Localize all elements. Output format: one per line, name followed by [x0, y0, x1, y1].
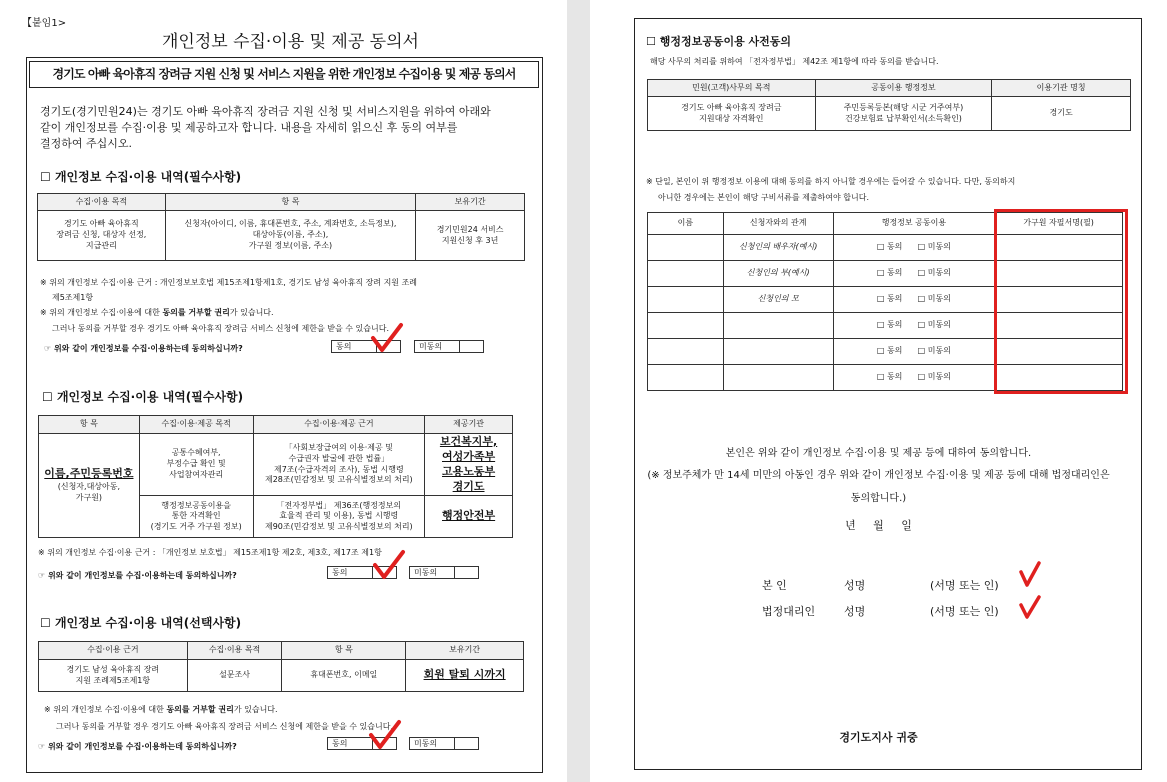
- agree-checkbox[interactable]: 동의: [327, 566, 397, 579]
- shared-info-table: [647, 79, 1131, 131]
- table-cell: 경기도 아빠 육아휴직 장려금 신청, 대상자 선정, 지급관리: [38, 211, 166, 261]
- table-header: 수집·이용 목적: [187, 642, 282, 660]
- intro-line: 결정하여 주십시오.: [40, 137, 133, 150]
- consent-statement: 본인은 위와 같이 개인정보 수집·이용 및 제공 등에 대하여 동의합니다.: [725, 448, 1032, 459]
- table-cell: 경기민원24 서비스 지원신청 후 3년: [416, 211, 525, 261]
- legal-basis-note: 제5조제1항: [52, 293, 94, 302]
- red-check-mark: [372, 549, 406, 581]
- disagree-checkbox[interactable]: 미동의: [409, 737, 479, 750]
- signature-column-highlight: [994, 209, 1128, 394]
- name-cell[interactable]: [648, 235, 724, 261]
- relation-cell[interactable]: [723, 313, 833, 339]
- legal-rep-label: 법정대리인: [762, 605, 816, 618]
- name-label: 성명: [844, 605, 866, 618]
- table-cell: 주민등록등본(해당 시군 거주여부) 건강보험료 납부확인서(소득확인): [815, 97, 992, 131]
- table-header: 공동이용 행정정보: [815, 80, 992, 97]
- name-cell[interactable]: [648, 287, 724, 313]
- table-cell: 휴대폰번호, 이메일: [282, 660, 406, 692]
- table-cell: 「사회보장급여의 이용·제공 및 수급권자 발굴에 관한 법률」 제7조(수급자격의 조사), 동법 시행령 제28조(민감정보 및 고유식별정보의 처리): [253, 434, 425, 496]
- table-cell: 「전자정부법」 제36조(행정정보의 효율적 관리 및 이용), 동법 시행령 제90조(민감정보 및 고유식별정보의 처리): [253, 496, 425, 538]
- refusal-right-note: ※ 위의 개인정보 수집·이용에 대한 동의를 거부할 권리가 있습니다.: [40, 308, 274, 317]
- section2-table: [38, 415, 513, 538]
- consent-question: ☞ 위와 같이 개인정보를 수집·이용하는데 동의하십니까?: [44, 344, 243, 353]
- refusal-right-note: ※ 위의 개인정보 수집·이용에 대한 동의를 거부할 권리가 있습니다.: [44, 705, 278, 714]
- table-cell: 경기도 남성 육아휴직 장려 지원 조례제5조제1항: [39, 660, 188, 692]
- relation-cell: 신청인의 부(예시): [723, 261, 833, 287]
- table-header: 행정정보 공동이용: [833, 213, 995, 235]
- table-header: 수집·이용 목적: [38, 194, 166, 211]
- shared-info-intro: 해당 사무의 처리를 위하여 「전자정부법」 제42조 제1항에 따라 동의를 받습니다.: [650, 57, 939, 66]
- table-header: 가구원 자필서명(필): [995, 213, 1123, 235]
- section3-heading: ☐ 개인정보 수집·이용 내역(선택사항): [40, 616, 242, 630]
- table-header: 항 목: [165, 194, 415, 211]
- section3-table: [38, 641, 524, 692]
- signature-placeholder[interactable]: (서명 또는 인): [930, 605, 999, 618]
- date-line: 년 월 일: [845, 519, 912, 532]
- intro-line: 경기도(경기민원24)는 경기도 아빠 육아휴직 장려금 지원 신청 및 서비스지원을 위하여 아래와: [40, 105, 491, 118]
- agree-checkbox[interactable]: 동의: [331, 340, 401, 353]
- shared-info-heading: ☐ 행정정보공동이용 사전동의: [646, 35, 792, 48]
- red-check-mark: [370, 322, 404, 354]
- minor-consent-note: 동의합니다.): [850, 493, 907, 504]
- minor-consent-note: (※ 정보주체가 만 14세 미만의 아동인 경우 위와 같이 개인정보 수집·이용 및 제공 등에 대해 법정대리인은: [647, 470, 1110, 481]
- refusal-limit-note: 그러나 동의를 거부할 경우 경기도 아빠 육아휴직 장려금 서비스 신청에 제한을 받을 수 있습니다.: [52, 324, 389, 333]
- table-header: 수집·이용 근거: [39, 642, 188, 660]
- signature-placeholder[interactable]: (서명 또는 인): [930, 579, 999, 592]
- legal-basis-note: ※ 위의 개인정보 수집·이용 근거 : 개인정보보호법 제15조제1항제1호, 경기도 남성 육아휴직 장려 지원 조례: [40, 278, 418, 287]
- consent-banner: 경기도 아빠 육아휴직 장려금 지원 신청 및 서비스 지원을 위한 개인정보 수집이용 및 제공 동의서: [29, 61, 539, 88]
- relation-cell: 신청인의 배우자(예시): [723, 235, 833, 261]
- table-header: 민원(고객)사무의 목적: [648, 80, 816, 97]
- table-cell: 이름,주민등록번호 (신청자,대상아동, 가구원): [39, 434, 140, 538]
- section1-table: [37, 193, 525, 261]
- consent-options[interactable]: □ 동의 □ 미동의: [833, 261, 995, 287]
- table-header: 수집·이용·제공 근거: [253, 416, 425, 434]
- name-cell[interactable]: [648, 261, 724, 287]
- document-title: 개인정보 수집·이용 및 제공 동의서: [162, 32, 419, 52]
- table-cell: 행정정보공동이용을 통한 자격확인 (경기도 거주 가구원 정보): [139, 496, 253, 538]
- table-header: 항 목: [282, 642, 406, 660]
- right-document-page: [590, 0, 1167, 782]
- table-header: 항 목: [39, 416, 140, 434]
- table-cell: 공통수혜여부, 부정수급 확인 및 사업참여자관리: [139, 434, 253, 496]
- relation-cell[interactable]: [723, 365, 833, 391]
- table-cell: 행정안전부: [425, 496, 513, 538]
- table-header: 보유기간: [406, 642, 524, 660]
- disagree-checkbox[interactable]: 미동의: [409, 566, 479, 579]
- consent-options[interactable]: □ 동의 □ 미동의: [833, 313, 995, 339]
- shared-info-note: 아니한 경우에는 본인이 해당 구비서류를 제출하여야 합니다.: [658, 193, 869, 202]
- table-header: 이름: [648, 213, 724, 235]
- refusal-limit-note: 그러나 동의를 거부할 경우 경기도 아빠 육아휴직 장려금 서비스 신청에 제한을 받을 수 있습니다.: [56, 722, 393, 731]
- consent-options[interactable]: □ 동의 □ 미동의: [833, 287, 995, 313]
- section1-heading: ☐ 개인정보 수집·이용 내역(필수사항): [40, 170, 242, 184]
- shared-info-note: ※ 단일, 본인이 위 행정정보 이용에 대해 동의를 하지 아니할 경우에는 들어갈 수 있습니다. 다만, 동의하지: [646, 177, 1016, 186]
- consent-question: ☞ 위와 같이 개인정보를 수집·이용하는데 동의하십니까?: [38, 742, 237, 751]
- relation-cell[interactable]: [723, 339, 833, 365]
- relation-cell: 신청인의 모: [723, 287, 833, 313]
- table-cell: 보건복지부, 여성가족부 고용노동부 경기도: [425, 434, 513, 496]
- intro-line: 같이 개인정보를 수집·이용 및 제공하고자 합니다. 내용을 자세히 읽으신 후 동의 여부를: [40, 121, 458, 134]
- table-cell: 경기도 아빠 육아휴직 장려금 지원대상 자격확인: [648, 97, 816, 131]
- disagree-checkbox[interactable]: 미동의: [414, 340, 484, 353]
- table-header: 제공기관: [425, 416, 513, 434]
- table-header: 이용기관 명칭: [992, 80, 1131, 97]
- legal-basis-note: ※ 위의 개인정보 수집·이용 근거 : 「개인정보 보호법」 제15조제1항 제2호, 제3호, 제17조 제1항: [38, 548, 382, 557]
- red-check-mark: [368, 719, 402, 751]
- table-header: 수집·이용·제공 목적: [139, 416, 253, 434]
- red-check-mark: [1018, 594, 1042, 622]
- consent-options[interactable]: □ 동의 □ 미동의: [833, 235, 995, 261]
- table-cell: 경기도: [992, 97, 1131, 131]
- section2-heading: ☐ 개인정보 수집·이용 내역(필수사항): [42, 390, 244, 404]
- agree-checkbox[interactable]: 동의: [327, 737, 397, 750]
- name-label: 성명: [844, 579, 866, 592]
- name-cell[interactable]: [648, 313, 724, 339]
- table-cell: 신청자(아이디, 이름, 휴대폰번호, 주소, 계좌번호, 소득정보), 대상아동(이름, 주소), 가구원 정보(이름, 주소): [165, 211, 415, 261]
- table-cell: 회원 탈퇴 시까지: [406, 660, 524, 692]
- addressee-footer: 경기도지사 귀중: [839, 731, 918, 744]
- self-label: 본 인: [762, 579, 787, 592]
- table-header: 보유기간: [416, 194, 525, 211]
- red-check-mark: [1018, 560, 1042, 590]
- name-cell[interactable]: [648, 339, 724, 365]
- attachment-label: 【붙임1>: [22, 18, 67, 29]
- consent-options[interactable]: □ 동의 □ 미동의: [833, 365, 995, 391]
- left-document-page: [0, 0, 567, 782]
- table-header: 신청자와의 관계: [723, 213, 833, 235]
- consent-options[interactable]: □ 동의 □ 미동의: [833, 339, 995, 365]
- consent-question: ☞ 위와 같이 개인정보를 수집·이용하는데 동의하십니까?: [38, 571, 237, 580]
- table-cell: 설문조사: [187, 660, 282, 692]
- name-cell[interactable]: [648, 365, 724, 391]
